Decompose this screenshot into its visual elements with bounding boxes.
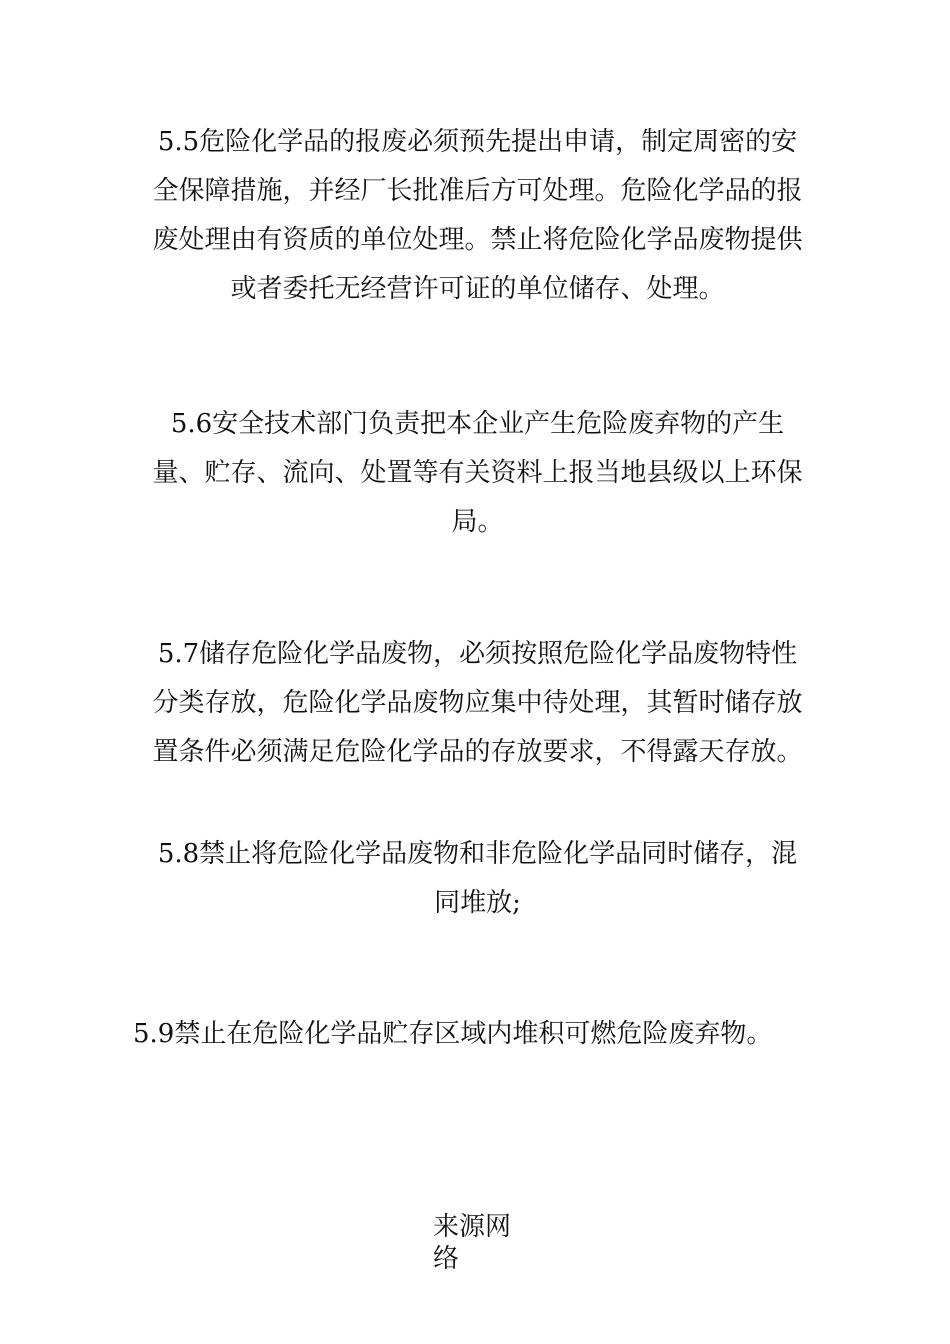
paragraph-5-7: 5.7储存危险化学品废物，必须按照危险化学品废物特性分类存放，危险化学品废物应集中待处理，其暂时储存放置条件必须满足危险化学品的存放要求，不得露天存放。 [152,639,803,767]
paragraph-5-9: 5.9禁止在危险化学品贮存区域内堆积可燃危险废弃物。 [133,1019,773,1049]
paragraph-5-6: 5.6安全技术部门负责把本企业产生危险废弃物的产生量、贮存、流向、处置等有关资料上报当地县级以上环保局。 [152,409,803,537]
source-footer: 来源网络 [433,1212,512,1274]
paragraph-5-8: 5.8禁止将危险化学品废物和非危险化学品同时储存，混同堆放; [157,839,798,918]
paragraph-5-5: 5.5危险化学品的报废必须预先提出申请，制定周密的安全保障措施，并经厂长批准后方可处理。危险化学品的报废处理由有资质的单位处理。禁止将危险化学品废物提供或者委托无经营许可证的单位储存、处理。 [152,127,803,304]
